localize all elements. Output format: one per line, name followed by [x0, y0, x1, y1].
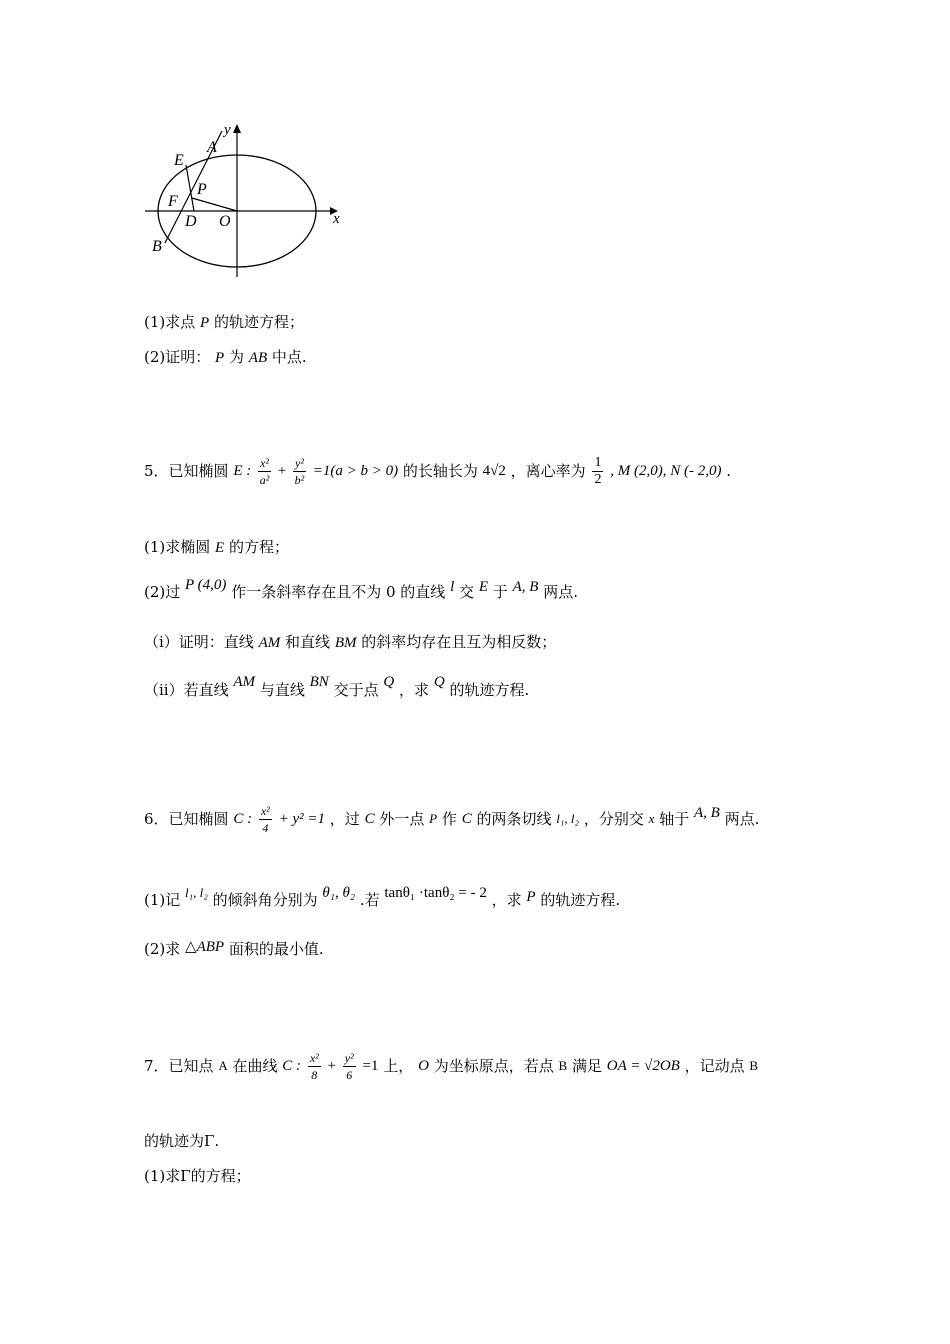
- denominator: 6: [346, 1067, 353, 1082]
- text: 为坐标原点，若点: [433, 1057, 554, 1075]
- text: ，求: [399, 681, 430, 699]
- text: 为: [228, 348, 244, 366]
- tangent-lines: l₁, l₂: [185, 885, 208, 900]
- q5-stem: [144, 452, 731, 489]
- q5-part2-ii: [144, 674, 530, 701]
- var-p: P: [526, 889, 536, 905]
- text: 的轨迹方程；: [213, 313, 304, 331]
- text: 的轨迹为Γ.: [144, 1132, 220, 1150]
- label-x: x: [333, 211, 340, 227]
- points-ab: A, B: [693, 805, 720, 821]
- text: 两点.: [724, 810, 760, 828]
- numerator: y²: [295, 455, 304, 470]
- denominator: a²: [259, 472, 270, 487]
- var-b: B: [749, 1058, 759, 1073]
- var-b: B: [558, 1058, 568, 1073]
- q7-part1: [144, 1166, 251, 1186]
- tan-relation: tanθ₁ ·tanθ₂ = - 2: [384, 885, 487, 901]
- text: 的轨迹方程.: [449, 681, 530, 699]
- segment-po: [192, 198, 237, 211]
- point-p: P (4,0): [185, 577, 227, 593]
- label-a: A: [207, 139, 217, 156]
- fraction: [308, 1050, 321, 1083]
- label-e: E: [174, 152, 184, 169]
- text: 两点.: [543, 583, 578, 601]
- q4-part2: [144, 347, 307, 368]
- text: (1)求椭圆: [144, 538, 211, 556]
- curve-name: C :: [282, 1058, 302, 1074]
- var-p: P: [215, 350, 225, 366]
- text: (2)过: [144, 583, 181, 601]
- text: 的两条切线: [476, 810, 552, 828]
- text: 的方程；: [228, 538, 289, 556]
- text: 中点.: [271, 348, 307, 366]
- text: （ii）若直线: [144, 681, 229, 699]
- var-l: l: [450, 579, 455, 595]
- var-e: E: [478, 579, 488, 595]
- line-bn: BN: [309, 674, 329, 690]
- question-number: 6．已知椭圆: [144, 810, 229, 828]
- text: 的倾斜角分别为: [212, 891, 318, 909]
- var-q: Q: [383, 674, 395, 690]
- text: 面积的最小值.: [228, 940, 324, 958]
- q4-part1: [144, 312, 304, 333]
- label-d: D: [185, 213, 197, 230]
- label-f: F: [168, 193, 178, 210]
- tangent-lines: l₁, l₂: [556, 811, 580, 826]
- vector-relation: OA = √2OB: [606, 1058, 680, 1074]
- var-c: C: [364, 811, 375, 827]
- text: 和直线: [285, 633, 331, 651]
- line-am: AM: [258, 635, 281, 651]
- q7-stem-line2: [144, 1131, 219, 1151]
- q5-part2-i: [144, 632, 556, 653]
- eccentricity-fraction: [592, 455, 603, 488]
- label-y: y: [224, 122, 231, 138]
- text: 外一点: [379, 810, 425, 828]
- denominator: 2: [594, 471, 602, 487]
- text: （i）证明：直线: [144, 633, 254, 651]
- text: 交于点: [333, 681, 379, 699]
- points-mn: , M (2,0), N (- 2,0): [610, 463, 722, 479]
- plus: +: [327, 1058, 337, 1074]
- label-p: P: [197, 181, 207, 198]
- question-number: 5．已知椭圆: [144, 462, 229, 480]
- text: 的轨迹方程.: [540, 891, 621, 909]
- fraction: [259, 803, 272, 836]
- text: (1)记: [144, 891, 181, 909]
- var-p: P: [200, 315, 210, 331]
- y-axis-arrow: [233, 124, 241, 133]
- ellipse-name: E :: [233, 463, 252, 479]
- fraction: [293, 455, 306, 488]
- text: 交: [459, 583, 475, 601]
- var-p: P: [429, 811, 438, 826]
- text: (2)求: [144, 940, 181, 958]
- q5-part1: [144, 537, 289, 558]
- text: .: [726, 462, 732, 480]
- denominator: 8: [311, 1067, 318, 1082]
- plus: +: [277, 463, 287, 479]
- text: 作: [441, 810, 457, 828]
- text: (1)求Γ的方程；: [144, 1167, 251, 1185]
- ellipse-name: C :: [233, 811, 253, 827]
- text: 上，: [383, 1057, 414, 1075]
- text: (2)证明：: [144, 348, 211, 366]
- numerator: x²: [260, 803, 270, 818]
- text: ，分别交: [583, 810, 644, 828]
- angles: θ₁, θ₂: [322, 885, 356, 901]
- triangle-abp: △ABP: [185, 939, 225, 955]
- q6-part2: [144, 939, 324, 960]
- text: 满足: [571, 1057, 602, 1075]
- text: 的斜率均存在且互为相反数；: [361, 633, 557, 651]
- denominator: 4: [262, 820, 269, 835]
- text: (1)求点: [144, 313, 196, 331]
- var-e: E: [215, 540, 225, 556]
- points-ab: A, B: [512, 579, 539, 595]
- text: 作一条斜率存在且不为 0 的直线: [231, 583, 446, 601]
- text: 于: [492, 583, 508, 601]
- denominator: b²: [294, 472, 305, 487]
- text: ，记动点: [684, 1057, 745, 1075]
- line-bm: BM: [334, 635, 357, 651]
- ellipse-condition: =1(a > b > 0): [312, 463, 399, 479]
- text: ，离心率为: [510, 462, 586, 480]
- text: 轴于: [659, 810, 690, 828]
- question-number: 7．已知点: [144, 1057, 214, 1075]
- numerator: 1: [594, 454, 602, 470]
- var-c: C: [461, 811, 472, 827]
- text: 的长轴长为: [402, 462, 478, 480]
- fraction: [343, 1050, 356, 1083]
- text: 与直线: [259, 681, 305, 699]
- axis-length: 4√2: [482, 463, 506, 479]
- var-o: O: [418, 1058, 429, 1074]
- text: 在曲线: [232, 1057, 278, 1075]
- ellipse-figure: [140, 115, 360, 285]
- var-x: x: [648, 811, 655, 826]
- equals-one: =1: [362, 1058, 379, 1074]
- q6-stem: [144, 800, 759, 837]
- ellipse-rest: + y² =1: [278, 811, 325, 827]
- var-a: A: [218, 1058, 228, 1073]
- label-o: O: [219, 213, 231, 230]
- var-q: Q: [433, 674, 445, 690]
- numerator: x²: [309, 1050, 319, 1065]
- q6-part1: [144, 885, 621, 911]
- line-am: AM: [233, 674, 256, 690]
- fraction: [258, 455, 271, 488]
- numerator: x²: [260, 455, 269, 470]
- text: .若: [359, 891, 380, 909]
- q7-stem: [144, 1047, 758, 1084]
- text: ，求: [491, 891, 522, 909]
- numerator: y²: [344, 1050, 354, 1065]
- segment-ab: AB: [248, 350, 268, 366]
- text: ，过: [329, 810, 360, 828]
- q5-part2: [144, 577, 578, 603]
- label-b: B: [152, 238, 162, 255]
